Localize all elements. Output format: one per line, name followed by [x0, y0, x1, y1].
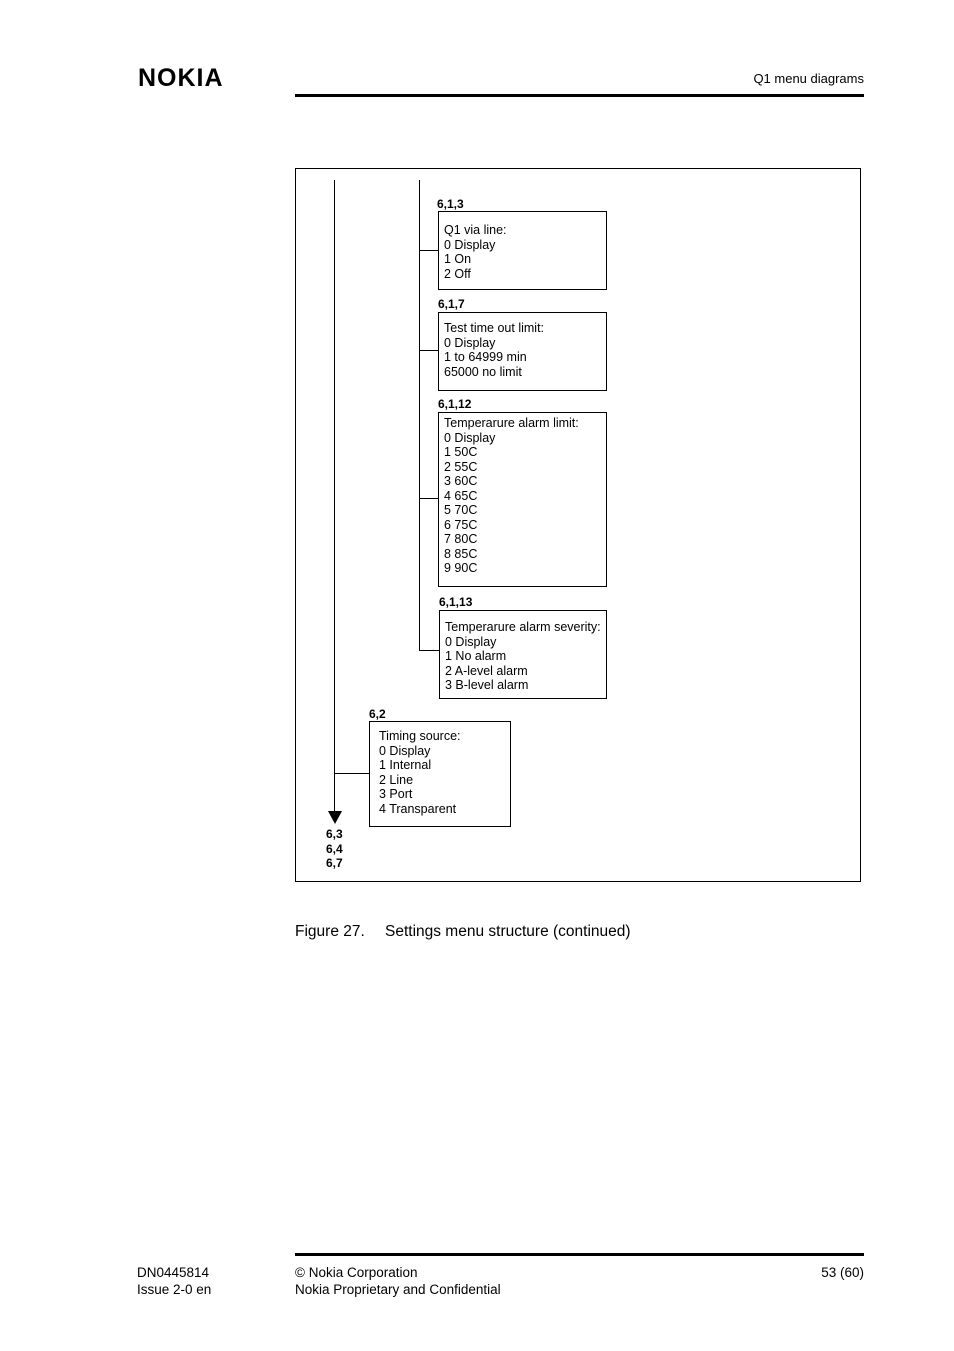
menu-line: 3 60C [444, 474, 478, 488]
connector-6-2 [334, 773, 369, 774]
footer-legal [295, 1264, 501, 1298]
menu-line: 1 50C [444, 445, 478, 459]
menu-code: 6,1,12 [438, 397, 472, 411]
menu-code: 6,1,13 [439, 595, 473, 609]
menu-line: 0 Display [445, 634, 497, 649]
nokia-logo: NOKIA [138, 64, 224, 92]
menu-line: 1 No alarm [445, 649, 507, 663]
menu-line: 1 On [444, 252, 472, 266]
connector-6-1-7 [419, 350, 439, 351]
footer-doc-info [137, 1264, 211, 1298]
menu-line: 1 Internal [379, 758, 432, 772]
menu-line: Timing source: [379, 729, 461, 743]
menu-code: 6,1,3 [437, 197, 464, 211]
next-code: 6,7 [326, 856, 343, 870]
next-code: 6,4 [326, 841, 343, 856]
menu-box-temperature-alarm-severity [439, 610, 607, 699]
menu-box-timing-source [369, 721, 511, 827]
copyright: © Nokia Corporation [295, 1265, 418, 1280]
menu-box-q1-via-line [438, 211, 607, 290]
menu-line: 1 to 64999 min [444, 350, 527, 364]
page-number: 53 (60) [821, 1265, 864, 1280]
menu-line: 0 Display [444, 335, 496, 350]
next-code: 6,3 [326, 827, 343, 841]
menu-line: 4 65C [444, 488, 478, 503]
menu-line: 0 Display [379, 743, 431, 758]
menu-line: Temperarure alarm limit: [444, 416, 579, 430]
menu-line: Test time out limit: [444, 321, 545, 335]
menu-code: 6,1,7 [438, 297, 465, 311]
menu-box-test-time-out-limit [438, 312, 607, 391]
menu-line: 0 Display [444, 237, 496, 252]
header-rule [295, 94, 864, 97]
menu-line: 2 55C [444, 459, 478, 474]
doc-id: DN0445814 [137, 1265, 210, 1280]
menu-line: 2 A-level alarm [445, 663, 528, 678]
menu-line: 4 Transparent [379, 801, 457, 816]
menu-line: 5 70C [444, 503, 478, 517]
menu-code: 6,2 [369, 707, 386, 721]
menu-line: 8 85C [444, 546, 478, 561]
connector-6-1-13 [419, 650, 439, 651]
footer-rule [295, 1253, 864, 1256]
menu-line: 7 80C [444, 532, 478, 546]
issue: Issue 2-0 en [137, 1282, 212, 1297]
menu-line: 0 Display [444, 430, 496, 445]
connector-6-1-12 [419, 498, 439, 499]
figure-number: Figure 27. [295, 923, 365, 940]
menu-line: 65000 no limit [444, 364, 522, 379]
section-title: Q1 menu diagrams [753, 71, 864, 86]
down-arrow-icon [328, 811, 342, 824]
next-menu-codes [326, 827, 343, 871]
menu-line: 9 90C [444, 561, 478, 575]
figure-title: Settings menu structure (continued) [385, 923, 631, 940]
main-trunk-line [334, 180, 335, 813]
menu-line: 3 Port [379, 787, 413, 801]
menu-line: Q1 via line: [444, 223, 507, 237]
menu-line: 6 75C [444, 517, 478, 532]
figure-caption [295, 923, 631, 941]
menu-line: 3 B-level alarm [445, 678, 529, 692]
menu-box-temperature-alarm-limit [438, 412, 607, 587]
confidentiality: Nokia Proprietary and Confidential [295, 1282, 501, 1297]
menu-line: Temperarure alarm severity: [445, 620, 601, 634]
connector-6-1-3 [419, 250, 438, 251]
menu-line: 2 Line [379, 772, 414, 787]
menu-line: 2 Off [444, 266, 471, 281]
